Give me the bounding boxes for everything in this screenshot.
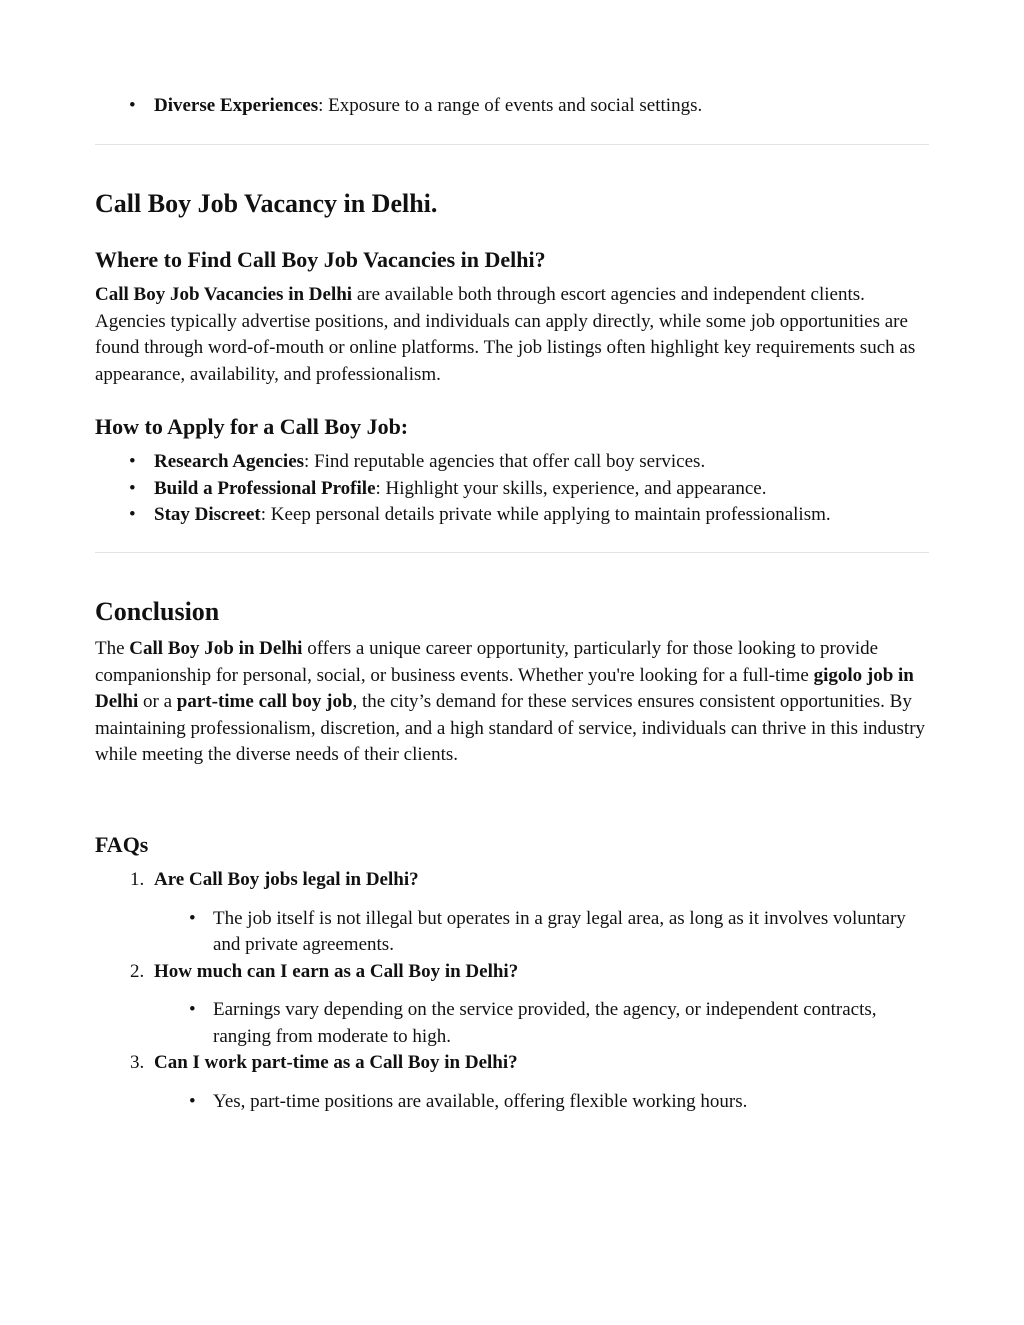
bullet-text: : Highlight your skills, experience, and appearance. <box>375 477 767 499</box>
faq-number: 2. <box>130 960 145 982</box>
where-paragraph <box>95 282 929 388</box>
faq-list <box>95 867 929 1115</box>
conclusion-text: , the city’s demand for these services ensures consistent opportunities. By maintaining professionalism, discretion, and a high standard of service, individuals can thrive in this industry while meeting the diverse needs of their clients. <box>95 691 926 765</box>
conclusion-bold: Call Boy Job in Delhi <box>129 638 303 659</box>
divider <box>95 552 929 553</box>
conclusion-bold: gigolo job in Delhi <box>95 664 914 712</box>
subheading-how-to-apply: How to Apply for a Call Boy Job: <box>95 414 409 439</box>
faq-answer: • Earnings vary depending on the service provided, the agency, or independent contracts, ranging from moderate to high. <box>154 997 929 1050</box>
section-heading-vacancy: Call Boy Job Vacancy in Delhi. <box>95 189 438 218</box>
bullet-term: Diverse Experiences <box>154 95 319 116</box>
apply-steps-list <box>95 449 929 529</box>
faq-item <box>95 1050 929 1115</box>
section-heading-conclusion: Conclusion <box>95 597 220 626</box>
section-heading-faqs: FAQs <box>95 832 149 857</box>
faq-answer: • Yes, part-time positions are available, offering flexible working hours. <box>154 1089 929 1116</box>
list-item <box>95 476 929 503</box>
faq-answer-list <box>154 906 929 959</box>
list-item <box>95 449 929 476</box>
bullet-term: Build a Professional Profile <box>154 477 376 499</box>
faq-item <box>95 959 929 1051</box>
list-item <box>95 502 929 529</box>
conclusion-text: offers a unique career opportunity, particularly for those looking to provide companionship for personal, social, or business events. Whether you're looking for a full-time <box>95 638 879 686</box>
bullet-term: Research Agencies <box>154 451 305 472</box>
conclusion-bold: part-time call boy job <box>176 691 353 712</box>
faq-answer-list <box>154 997 929 1050</box>
where-bold: Call Boy Job Vacancies in Delhi <box>95 284 353 305</box>
subheading-where-to-find: Where to Find Call Boy Job Vacancies in Delhi? <box>95 247 546 272</box>
where-text: are available both through escort agencies and independent clients. Agencies typically advertise positions, and individuals can apply directly, while some job opportunities are found through word-of-mouth or online platforms. The job listings often highlight key requirements such as appearance, availability, and professionalism. <box>95 284 916 385</box>
faq-answer-list <box>154 1089 929 1116</box>
faq-question: Are Call Boy jobs legal in Delhi? <box>154 869 419 890</box>
faq-question: How much can I earn as a Call Boy in Delhi? <box>154 960 519 982</box>
conclusion-text: The <box>95 638 130 659</box>
bullet-term: Stay Discreet <box>154 504 261 525</box>
intro-bullet-list <box>95 93 929 120</box>
conclusion-paragraph <box>95 636 929 769</box>
list-item <box>95 93 929 120</box>
bullet-text: : Keep personal details private while applying to maintain professionalism. <box>260 504 831 525</box>
bullet-text: : Find reputable agencies that offer call boy services. <box>304 451 706 472</box>
faq-number: 3. <box>130 1052 145 1073</box>
divider <box>95 144 929 145</box>
faq-answer: • The job itself is not illegal but operates in a gray legal area, as long as it involves voluntary and private agreements. <box>154 906 929 959</box>
conclusion-text: or a <box>138 691 177 712</box>
faq-number: 1. <box>130 869 145 890</box>
faq-item <box>95 867 929 959</box>
faq-question: Can I work part-time as a Call Boy in Delhi? <box>154 1052 518 1073</box>
bullet-text: : Exposure to a range of events and social settings. <box>318 95 703 116</box>
